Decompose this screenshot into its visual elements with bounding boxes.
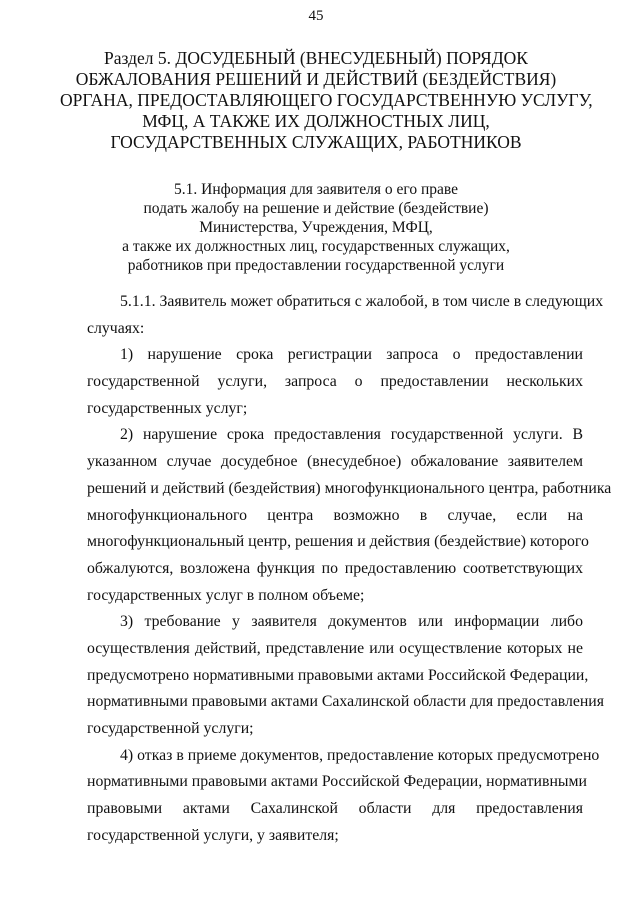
paragraph-line: многофункциональный центр, решения и действия (бездействие) которого bbox=[87, 533, 589, 551]
section-heading-line: МФЦ, А ТАКЖЕ ИХ ДОЛЖНОСТНЫХ ЛИЦ, bbox=[142, 111, 490, 131]
paragraph-line: государственной услуги, запроса о предоставлении нескольких bbox=[87, 373, 583, 391]
subsection-heading-line: подать жалобу на решение и действие (бездействие) bbox=[143, 200, 489, 217]
paragraph-line: осуществления действий, представление или осуществление которых не bbox=[87, 639, 583, 657]
section-heading-line: ОРГАНА, ПРЕДОСТАВЛЯЮЩЕГО ГОСУДАРСТВЕННУЮ УСЛУГУ, bbox=[60, 90, 593, 110]
section-heading-line: ГОСУДАРСТВЕННЫХ СЛУЖАЩИХ, РАБОТНИКОВ bbox=[110, 132, 522, 152]
paragraph-line: обжалуются, возложена функция по предоставлению соответствующих bbox=[87, 559, 583, 577]
subsection-heading-line: работников при предоставлении государственной услуги bbox=[127, 257, 505, 274]
paragraph-line: случаях: bbox=[87, 319, 145, 337]
paragraph-line: 5.1.1. Заявитель может обратиться с жалобой, в том числе в следующих bbox=[120, 293, 604, 310]
paragraph-line: указанном случае досудебное (внесудебное) обжалование заявителем bbox=[87, 453, 583, 471]
paragraph-line: нормативными правовыми актами Сахалинской области для предоставления bbox=[87, 693, 605, 711]
subsection-heading-line: 5.1. Информация для заявителя о его праве bbox=[174, 181, 458, 198]
section-heading-line: Раздел 5. ДОСУДЕБНЫЙ (ВНЕСУДЕБНЫЙ) ПОРЯДОК bbox=[104, 48, 528, 68]
page-number: 45 bbox=[308, 8, 324, 24]
paragraph-line: 2) нарушение срока предоставления государственной услуги. В bbox=[120, 426, 583, 444]
paragraph-line: предусмотрено нормативными правовыми актами Российской Федерации, bbox=[87, 666, 589, 684]
subsection-heading bbox=[60, 180, 572, 275]
paragraph-line: государственных услуг; bbox=[87, 399, 248, 417]
body-text bbox=[87, 289, 612, 849]
paragraph-line: государственных услуг в полном объеме; bbox=[87, 586, 365, 604]
paragraph-line: государственной услуги, у заявителя; bbox=[87, 826, 339, 844]
paragraph-line: нормативными правовыми актами Российской Федерации, нормативными bbox=[87, 773, 587, 791]
paragraph-line: решений и действий (бездействия) многофункционального центра, работника bbox=[87, 479, 612, 497]
paragraph-line: многофункционального центра возможно в случае, если на bbox=[87, 506, 583, 524]
paragraph-line: 3) требование у заявителя документов или информации либо bbox=[120, 613, 583, 631]
section-heading bbox=[60, 48, 593, 153]
paragraph-line: 4) отказ в приеме документов, предоставление которых предусмотрено bbox=[120, 746, 600, 764]
paragraph-line: 1) нарушение срока регистрации запроса о предоставлении bbox=[120, 346, 583, 364]
paragraph-line: правовыми актами Сахалинской области для предоставления bbox=[87, 800, 583, 818]
subsection-heading-line: Министерства, Учреждения, МФЦ, bbox=[199, 219, 433, 236]
subsection-heading-line: а также их должностных лиц, государственных служащих, bbox=[122, 238, 510, 255]
section-heading-line: ОБЖАЛОВАНИЯ РЕШЕНИЙ И ДЕЙСТВИЙ (БЕЗДЕЙСТВИЯ) bbox=[75, 69, 557, 89]
paragraph-line: государственной услуги; bbox=[87, 720, 254, 737]
